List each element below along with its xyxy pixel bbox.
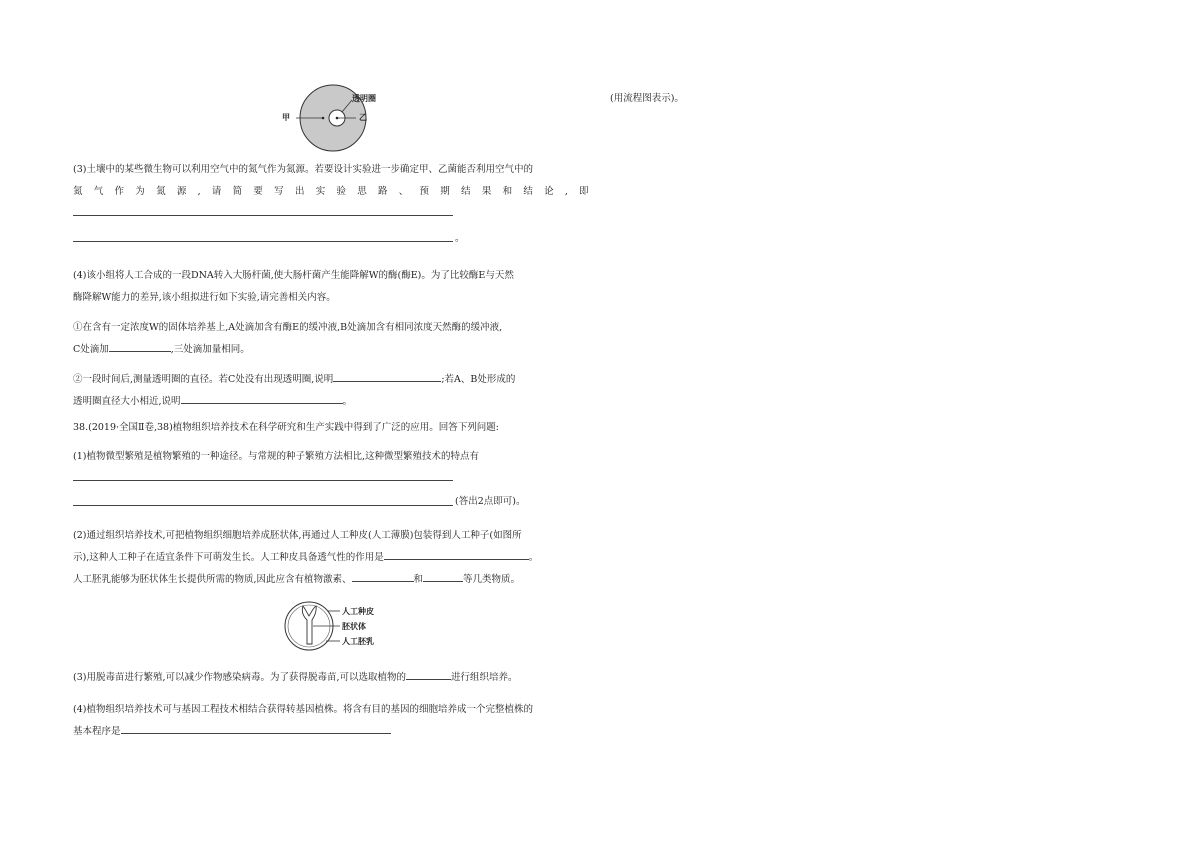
culture-dish-drawing [270, 86, 410, 156]
q3-line2-char: 源 [176, 186, 187, 197]
q3-line2 [73, 181, 589, 203]
q3-line2-char: 请 [211, 186, 222, 197]
q4-blank-c-result [333, 369, 441, 382]
q38-p2-line3 [73, 569, 520, 591]
q3-line2-char: 实 [315, 186, 326, 197]
q38-p2-text-d: 和 [413, 574, 424, 585]
q4-blank-c [109, 339, 171, 352]
label-artificial-endosperm: 人工胚乳 [342, 636, 374, 646]
q4-step2-text-a: ②一段时间后,测量透明圈的直径。若C处没有出现透明圈,说明 [73, 374, 334, 385]
q4-step2-line1 [73, 369, 515, 391]
figure-culture-dish [270, 86, 410, 156]
label-transparent-ring: 透明圈 [352, 93, 376, 103]
q3-line2-char: 验 [336, 186, 346, 197]
q4-step2-text-c: 透明圈直径大小相近,说明 [73, 396, 181, 407]
q3-line2-char: 作 [114, 186, 125, 197]
q3-line2-char: 、 [398, 186, 409, 197]
q3-line2-char: 氮 [73, 186, 83, 197]
q38-p4-text-a: 基本程序是 [73, 726, 121, 737]
label-artificial-seed-coat: 人工种皮 [342, 606, 374, 616]
q38-p1-answer-line2 [73, 505, 453, 506]
figure-artificial-seed [282, 598, 412, 658]
q4-step1-line1: ①在含有一定浓度W的固体培养基上,A处滴加含有酶E的缓冲液,B处滴加含有相同浓度天然酶的缓冲液, [73, 322, 503, 333]
q38-p2-text-c: 人工胚乳能够为胚状体生长提供所需的物质,因此应含有植物激素、 [73, 574, 352, 585]
q3-line2-char: 思 [357, 186, 367, 197]
q38-blank-tissue [406, 667, 451, 680]
q38-blank-endosperm-1 [352, 569, 414, 582]
q3-line2-char: 结 [523, 186, 533, 197]
label-jia: 甲 [282, 112, 290, 122]
q3-line2-char: 路 [378, 186, 388, 197]
q3-line1: (3)土壤中的某些微生物可以利用空气中的氮气作为氮源。若要设计实验进一步确定甲、乙菌能否利用空气中的 [73, 164, 533, 175]
q4-line1: (4)该小组将人工合成的一段DNA转入大肠杆菌,使大肠杆菌产生能降解W的酶(酶E)。为了比较酶E与天然 [73, 270, 514, 281]
q4-step1-text-a: C处滴加 [73, 344, 109, 355]
q38-p2-line2 [73, 547, 538, 569]
q38-p2-text-b: 。 [528, 552, 539, 563]
q38-p3 [73, 667, 518, 689]
q3-line2-char: 为 [135, 186, 145, 197]
q38-p2-text-e: 等几类物质。 [463, 574, 521, 585]
q3-line2-char: , [197, 186, 201, 197]
q4-step2-text-b: ;若A、B处形成的 [441, 374, 516, 385]
q38-blank-endosperm-2 [423, 569, 463, 582]
q38-p2-line1: (2)通过组织培养技术,可把植物组织细胞培养成胚状体,再通过人工种皮(人工薄膜)包装得到人工种子(如图所 [73, 530, 522, 541]
q3-line2-char: 和 [502, 186, 513, 197]
label-yi: 乙 [359, 112, 367, 122]
q4-step1-line2 [73, 339, 250, 361]
q38-p1-answer-line1 [73, 480, 453, 481]
q3-line2-char: 简 [232, 186, 243, 197]
q3-line2-char: 出 [294, 186, 305, 197]
label-embryoid: 胚状体 [342, 621, 366, 631]
q38-header: 38.(2019·全国Ⅱ卷,38)植物组织培养技术在科学研究和生产实践中得到了广泛的应用。回答下列问题: [73, 422, 499, 433]
q4-step2-text-d: 。 [342, 396, 353, 407]
q38-p1-end: (答出2点即可)。 [455, 496, 526, 507]
q4-line2: 酶降解W能力的差异,该小组拟进行如下实验,请完善相关内容。 [73, 292, 336, 303]
q38-p4-line1: (4)植物组织培养技术可与基因工程技术相结合获得转基因植株。将含有目的基因的细胞培养成一个完整植株的 [73, 704, 533, 715]
q3-line2-char: 要 [253, 186, 263, 197]
q3-line2-char: 预 [419, 186, 430, 197]
q3-answer-line2 [73, 241, 453, 242]
flow-note: (用流程图表示)。 [610, 93, 684, 104]
q3-line2-char: 气 [93, 186, 104, 197]
q38-p2-text-a: 示),这种人工种子在适宜条件下可萌发生长。人工种皮具备透气性的作用是 [73, 552, 384, 563]
q3-line2-char: 写 [274, 186, 284, 197]
q4-blank-ab-result [181, 391, 343, 404]
q4-step1-text-b: ,三处滴加量相同。 [170, 344, 250, 355]
q3-line2-char: 果 [481, 186, 492, 197]
q3-end-mark: 。 [455, 233, 465, 244]
q3-line2-char: , [564, 186, 568, 197]
q3-line2-char: 即 [579, 186, 589, 197]
q3-line2-char: 论 [544, 186, 554, 197]
q38-p1-line1: (1)植物微型繁殖是植物繁殖的一种途径。与常规的种子繁殖方法相比,这种微型繁殖技术的特点有 [73, 451, 479, 462]
q3-line2-char: 氮 [156, 186, 166, 197]
q3-line2-char: 期 [440, 186, 450, 197]
q38-blank-procedure [121, 721, 391, 734]
q38-p4-line2 [73, 721, 391, 743]
q3-answer-line1 [73, 215, 453, 216]
q38-p3-text-b: 进行组织培养。 [451, 672, 518, 683]
q38-blank-seed-coat [384, 547, 529, 560]
q4-step2-line2 [73, 391, 352, 413]
q3-line2-char: 结 [461, 186, 471, 197]
q38-p3-text-a: (3)用脱毒苗进行繁殖,可以减少作物感染病毒。为了获得脱毒苗,可以选取植物的 [73, 672, 406, 683]
